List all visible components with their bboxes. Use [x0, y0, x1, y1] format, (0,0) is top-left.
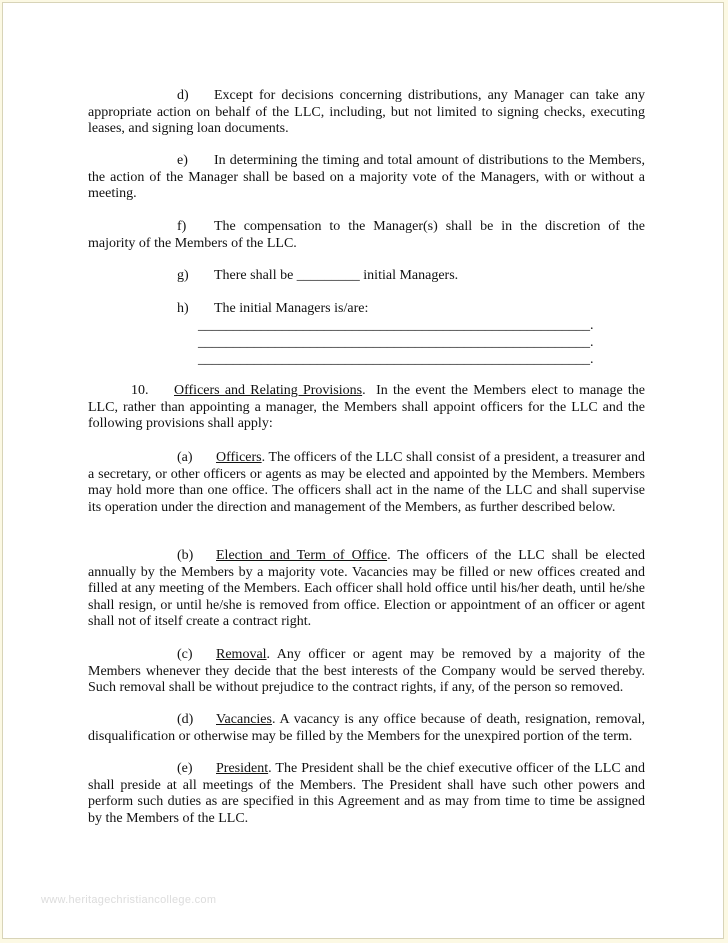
clause-h-label: h) — [177, 301, 189, 316]
clause-g-text: There shall be _________ initial Managers. — [214, 268, 459, 283]
subsection-a-label: (a) — [177, 450, 193, 465]
section-10-number: 10. — [131, 383, 149, 398]
subsection-b-text: . The officers of the LLC shall be elected annually by the Members by a majority vote. Vacancies may be filled or new offices created and filled at any meeting of the Members. Each officer shall hold office until his/her death, until he/she shall resign, or until he/she is removed from office. Election or appointment of an officer or agent shall not of itself create a contract right. — [88, 548, 645, 629]
watermark: www.heritagechristiancollege.com — [41, 894, 217, 906]
subsection-c-heading: Removal — [216, 647, 267, 662]
subsection-d-text: . A vacancy is any office because of death, resignation, removal, disqualification or otherwise may be filled by the Members for the unexpired portion of the term. — [88, 712, 645, 744]
clause-e — [88, 153, 645, 203]
section-10-heading: Officers and Relating Provisions — [174, 383, 363, 398]
clause-h — [88, 301, 645, 318]
clause-f-label: f) — [177, 219, 187, 234]
subsection-c-text: . Any officer or agent may be removed by a majority of the Members whenever they decide that the best interests of the Company would be served thereby. Such removal shall be without prejudice to the contract rights, if any, of the person so removed. — [88, 647, 645, 695]
blank-line-1: ________________________________________________________. — [198, 318, 594, 333]
clause-e-text: In determining the timing and total amount of distributions to the Members, the action of the Manager shall be based on a majority vote of the Managers, with or without a meeting. — [88, 153, 645, 201]
subsection-b-heading: Election and Term of Office — [216, 548, 388, 563]
clause-h-text: The initial Managers is/are: — [214, 301, 369, 316]
clause-e-label: e) — [177, 153, 188, 168]
subsection-c-label: (c) — [177, 647, 193, 662]
clause-g-label: g) — [177, 268, 189, 283]
subsection-b — [88, 548, 645, 631]
section-10-text: In the event the Members elect to manage the LLC, rather than appointing a manager, the Members shall appoint officers for the LLC and the following provisions shall apply: — [88, 383, 646, 431]
subsection-d-label: (d) — [177, 712, 194, 727]
clause-f-text: The compensation to the Manager(s) shall be in the discretion of the majority of the Members of the LLC. — [88, 219, 645, 251]
document-page — [2, 2, 724, 939]
clause-d-label: d) — [177, 88, 189, 103]
blank-line-2: ________________________________________________________. — [198, 335, 594, 350]
subsection-d-heading: Vacancies — [216, 712, 272, 727]
blank-line-3: ________________________________________________________. — [198, 352, 594, 367]
subsection-e — [88, 761, 645, 827]
subsection-e-text: . The President shall be the chief executive officer of the LLC and shall preside at all meetings of the Members. The President shall have such other powers and perform such duties as are specified in this Agreement and as may from time to time be assigned by the Members of the LLC. — [88, 761, 645, 826]
subsection-e-heading: President — [216, 761, 269, 776]
clause-g — [88, 268, 645, 285]
subsection-c — [88, 647, 645, 697]
subsection-a-text: . The officers of the LLC shall consist of a president, a treasurer and a secretary, or other officers or agents as may be elected and appointed by the Members. Members may hold more than one office. The officers shall act in the name of the LLC and shall supervise its operation under the direction and management of the Members, as further described below. — [88, 450, 645, 515]
subsection-d — [88, 712, 645, 745]
subsection-a — [88, 450, 645, 516]
clause-d-text: Except for decisions concerning distributions, any Manager can take any appropriate action on behalf of the LLC, including, but not limited to signing checks, executing leases, and signing loan documents. — [88, 88, 645, 136]
section-10-heading-suffix: . — [362, 383, 366, 398]
subsection-e-label: (e) — [177, 761, 193, 776]
subsection-a-heading: Officers — [216, 450, 262, 465]
section-10 — [88, 383, 645, 433]
clause-d — [88, 88, 645, 138]
subsection-b-label: (b) — [177, 548, 194, 563]
clause-f — [88, 219, 645, 252]
